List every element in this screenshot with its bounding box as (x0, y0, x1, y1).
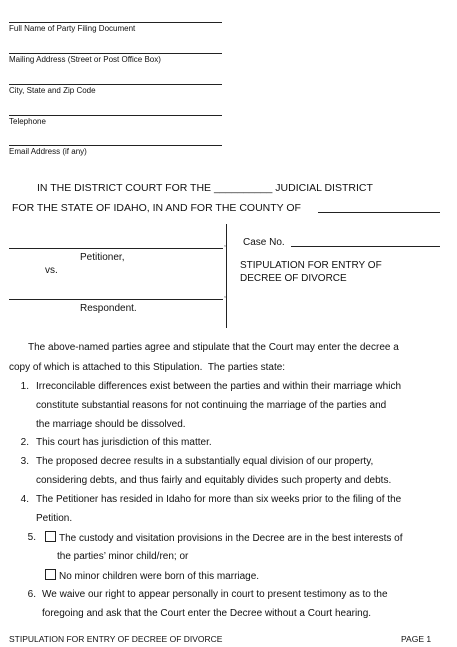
item-text: the marriage should be dissolved. (36, 419, 186, 430)
item-text: considering debts, and thus fairly and equitably divides such property and debts. (36, 475, 392, 486)
caption-divider (226, 224, 227, 328)
intro-line1: The above-named parties agree and stipulate that the Court may enter the decree a (28, 342, 399, 353)
court-heading-line1: IN THE DISTRICT COURT FOR THE __________ JUDICIAL DISTRICT (37, 182, 373, 194)
document-title-line1: STIPULATION FOR ENTRY OF (240, 260, 382, 271)
telephone-label: Telephone (9, 117, 46, 126)
petitioner-name-line[interactable] (9, 248, 223, 249)
intro-line2: copy of which is attached to this Stipulation. The parties state: (9, 362, 286, 373)
item-text: We waive our right to appear personally in court to present testimony as to the (42, 589, 388, 600)
respondent-label: Respondent. (80, 303, 137, 314)
item-text: constitute substantial reasons for not continuing the marriage of the parties and (36, 400, 387, 411)
item-text: Irreconcilable differences exist between the parties and within their marriage which (36, 381, 402, 392)
item-text: The proposed decree results in a substantially equal division of our property, (36, 456, 374, 467)
vs-label: vs. (45, 265, 58, 276)
item-number: 1. (20, 381, 29, 392)
item-text: The Petitioner has resided in Idaho for more than six weeks prior to the filing of the (36, 494, 402, 505)
petitioner-label: Petitioner, (80, 252, 125, 263)
item-number: 5. (27, 532, 36, 543)
court-heading-line2: FOR THE STATE OF IDAHO, IN AND FOR THE COUNTY OF (12, 202, 301, 214)
item-text: Petition. (36, 513, 73, 524)
item-text: This court has jurisdiction of this matter. (36, 437, 212, 448)
item-text: foregoing and ask that the Court enter the Decree without a Court hearing. (42, 608, 372, 619)
caption-comma-1: , (224, 241, 226, 248)
county-field[interactable] (318, 212, 440, 213)
custody-option-text: The custody and visitation provisions in the Decree are in the best interests of (59, 533, 403, 544)
no-children-option[interactable] (45, 569, 259, 583)
mailing-address-label: Mailing Address (Street or Post Office Box) (9, 55, 161, 64)
footer-title: STIPULATION FOR ENTRY OF DECREE OF DIVORCE (9, 634, 223, 644)
case-no-field[interactable] (291, 246, 440, 247)
no-children-checkbox[interactable] (45, 569, 56, 580)
page-number: PAGE 1 (401, 634, 432, 644)
document-title-line2: DECREE OF DIVORCE (240, 273, 347, 284)
mailing-address-line[interactable] (9, 53, 222, 54)
no-children-option-text: No minor children were born of this marriage. (59, 571, 260, 582)
email-line[interactable] (9, 145, 222, 146)
respondent-name-line[interactable] (9, 299, 223, 300)
email-label: Email Address (if any) (9, 147, 87, 156)
item-number: 2. (20, 437, 29, 448)
caption-comma-2: , (224, 292, 226, 299)
full-name-label: Full Name of Party Filing Document (9, 24, 136, 33)
city-state-zip-label: City, State and Zip Code (9, 86, 96, 95)
item-number: 6. (27, 589, 36, 600)
city-state-zip-line[interactable] (9, 84, 222, 85)
telephone-line[interactable] (9, 115, 222, 116)
full-name-line[interactable] (9, 22, 222, 23)
custody-option[interactable] (45, 531, 403, 545)
custody-checkbox[interactable] (45, 531, 56, 542)
item-text: the parties’ minor child/ren; or (57, 551, 189, 562)
item-number: 3. (20, 456, 29, 467)
case-no-label: Case No. (243, 237, 285, 248)
item-number: 4. (20, 494, 29, 505)
